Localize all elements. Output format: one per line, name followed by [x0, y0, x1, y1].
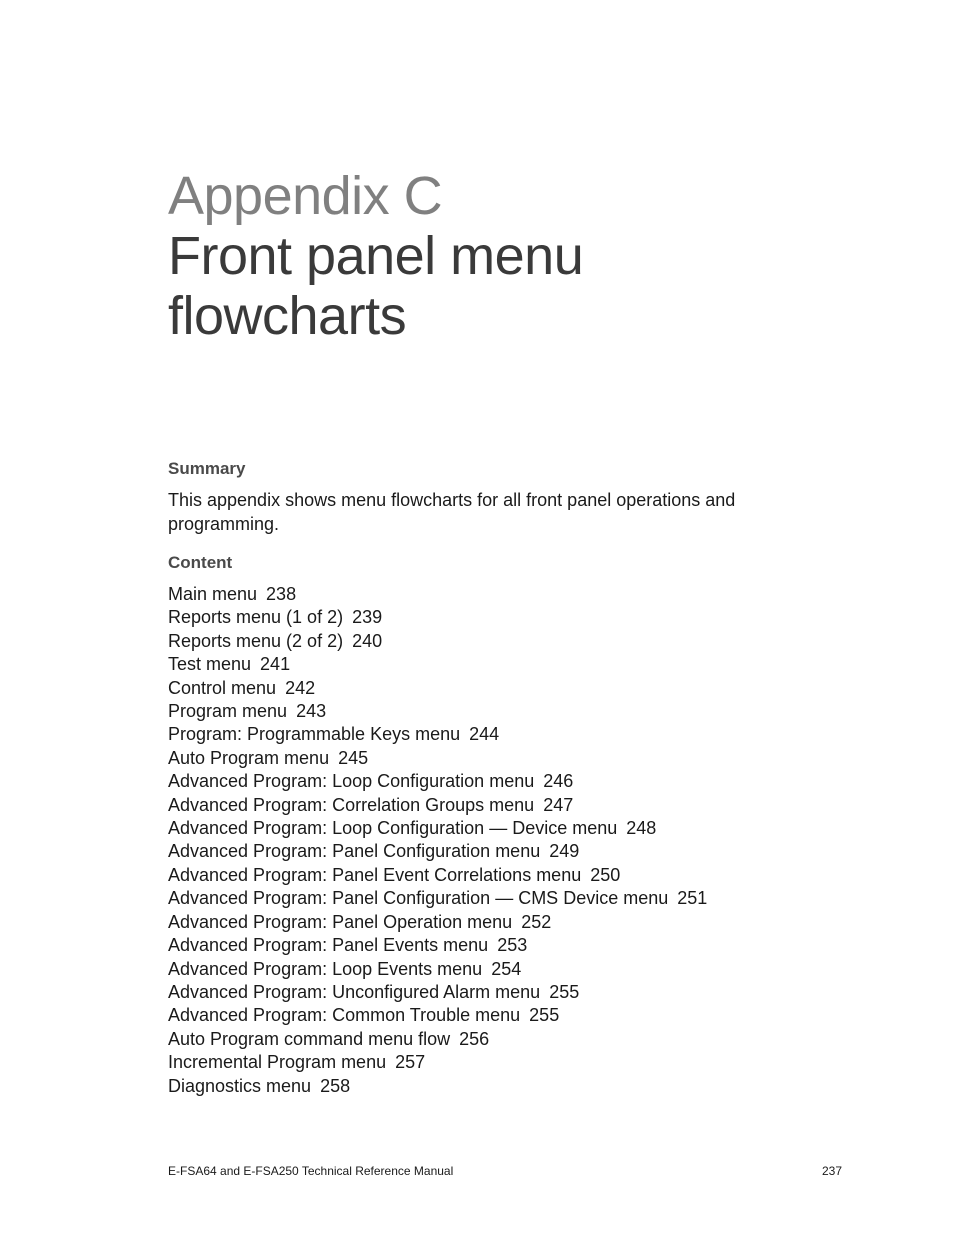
- toc-item-page: 240: [352, 630, 383, 651]
- title-block: [168, 166, 868, 346]
- toc-item-page: 255: [549, 981, 580, 1002]
- toc-item[interactable]: [168, 817, 788, 840]
- toc-item-label: Advanced Program: Loop Events menu: [168, 958, 483, 979]
- toc-item-page: 257: [395, 1052, 426, 1073]
- toc-item-page: 242: [285, 677, 316, 698]
- toc-item-page: 238: [266, 584, 297, 604]
- toc-item-page: 246: [543, 771, 574, 792]
- toc-item-page: 239: [352, 607, 383, 628]
- toc-item-label: Advanced Program: Correlation Groups menu: [168, 794, 535, 815]
- toc-item-label: Auto Program command menu flow: [168, 1028, 451, 1049]
- toc-item-page: 255: [529, 1005, 560, 1026]
- toc-item[interactable]: [168, 770, 788, 793]
- content-heading: Content: [168, 553, 233, 572]
- toc-item[interactable]: [168, 1028, 788, 1051]
- toc-item-label: Reports menu (2 of 2): [168, 630, 344, 651]
- toc-item[interactable]: [168, 1004, 788, 1027]
- toc-item[interactable]: [168, 747, 788, 770]
- toc-item-label: Advanced Program: Panel Configuration menu: [168, 841, 541, 862]
- toc-item-page: 252: [521, 911, 552, 932]
- toc-item-page: 247: [543, 794, 574, 815]
- toc-item[interactable]: [168, 958, 788, 981]
- toc-item-label: Main menu: [168, 584, 258, 604]
- toc-item[interactable]: [168, 700, 788, 723]
- toc-item-page: 243: [296, 701, 327, 722]
- toc-item[interactable]: [168, 981, 788, 1004]
- toc-item-label: Advanced Program: Unconfigured Alarm menu: [168, 981, 541, 1002]
- toc-item[interactable]: [168, 864, 788, 887]
- toc-item-page: 244: [469, 724, 500, 745]
- toc-item-label: Advanced Program: Panel Events menu: [168, 935, 489, 956]
- toc-item-label: Test menu: [168, 654, 252, 675]
- toc-item-label: Advanced Program: Loop Configuration menu: [168, 771, 535, 792]
- toc-item[interactable]: [168, 723, 788, 746]
- toc-item[interactable]: [168, 606, 788, 629]
- toc-item-label: Auto Program menu: [168, 747, 330, 768]
- toc-item[interactable]: [168, 653, 788, 676]
- toc-item-page: 254: [491, 958, 522, 979]
- toc-item-page: 251: [677, 888, 708, 909]
- toc-item-label: Advanced Program: Common Trouble menu: [168, 1005, 521, 1026]
- toc-item-label: Reports menu (1 of 2): [168, 607, 344, 628]
- chapter-title-line2: flowcharts: [168, 286, 407, 346]
- appendix-label: Appendix C: [168, 166, 443, 226]
- toc-item[interactable]: [168, 840, 788, 863]
- footer-manual-title: E-FSA64 and E-FSA250 Technical Reference Manual: [168, 1164, 454, 1178]
- chapter-title: [168, 226, 868, 346]
- toc-item-page: 249: [549, 841, 580, 862]
- toc-item[interactable]: [168, 1051, 788, 1074]
- toc-item[interactable]: [168, 911, 788, 934]
- toc-item-label: Incremental Program menu: [168, 1052, 387, 1073]
- toc-item-page: 245: [338, 747, 369, 768]
- toc-item-label: Advanced Program: Panel Event Correlations menu: [168, 864, 582, 885]
- toc-item-label: Program menu: [168, 701, 288, 722]
- toc-item[interactable]: [168, 887, 788, 910]
- toc-item-label: Advanced Program: Panel Configuration — CMS Device menu: [168, 888, 669, 909]
- toc-item-label: Program: Programmable Keys menu: [168, 724, 461, 745]
- toc-item-label: Advanced Program: Panel Operation menu: [168, 911, 513, 932]
- toc-item[interactable]: [168, 630, 788, 653]
- summary-text: This appendix shows menu flowcharts for all front panel operations and programming.: [168, 490, 736, 534]
- toc-item-page: 250: [590, 864, 621, 885]
- toc-item-page: 256: [459, 1028, 490, 1049]
- toc-item-page: 248: [626, 818, 657, 839]
- toc-list: [168, 583, 788, 1098]
- toc-item-label: Advanced Program: Loop Configuration — Device menu: [168, 818, 618, 839]
- toc-item[interactable]: [168, 794, 788, 817]
- toc-item[interactable]: [168, 677, 788, 700]
- toc-item-label: Diagnostics menu: [168, 1075, 312, 1096]
- toc-item-page: 258: [320, 1075, 351, 1096]
- chapter-title-line1: Front panel menu: [168, 226, 584, 286]
- toc-item[interactable]: [168, 934, 788, 957]
- toc-item-label: Control menu: [168, 677, 277, 698]
- toc-item[interactable]: [168, 583, 788, 606]
- toc-item[interactable]: [168, 1075, 788, 1098]
- footer-page-number: 237: [821, 1164, 842, 1178]
- summary-heading: Summary: [168, 459, 246, 478]
- toc-item-page: 253: [497, 935, 528, 956]
- toc-item-page: 241: [260, 654, 291, 675]
- body-block: [168, 458, 788, 1098]
